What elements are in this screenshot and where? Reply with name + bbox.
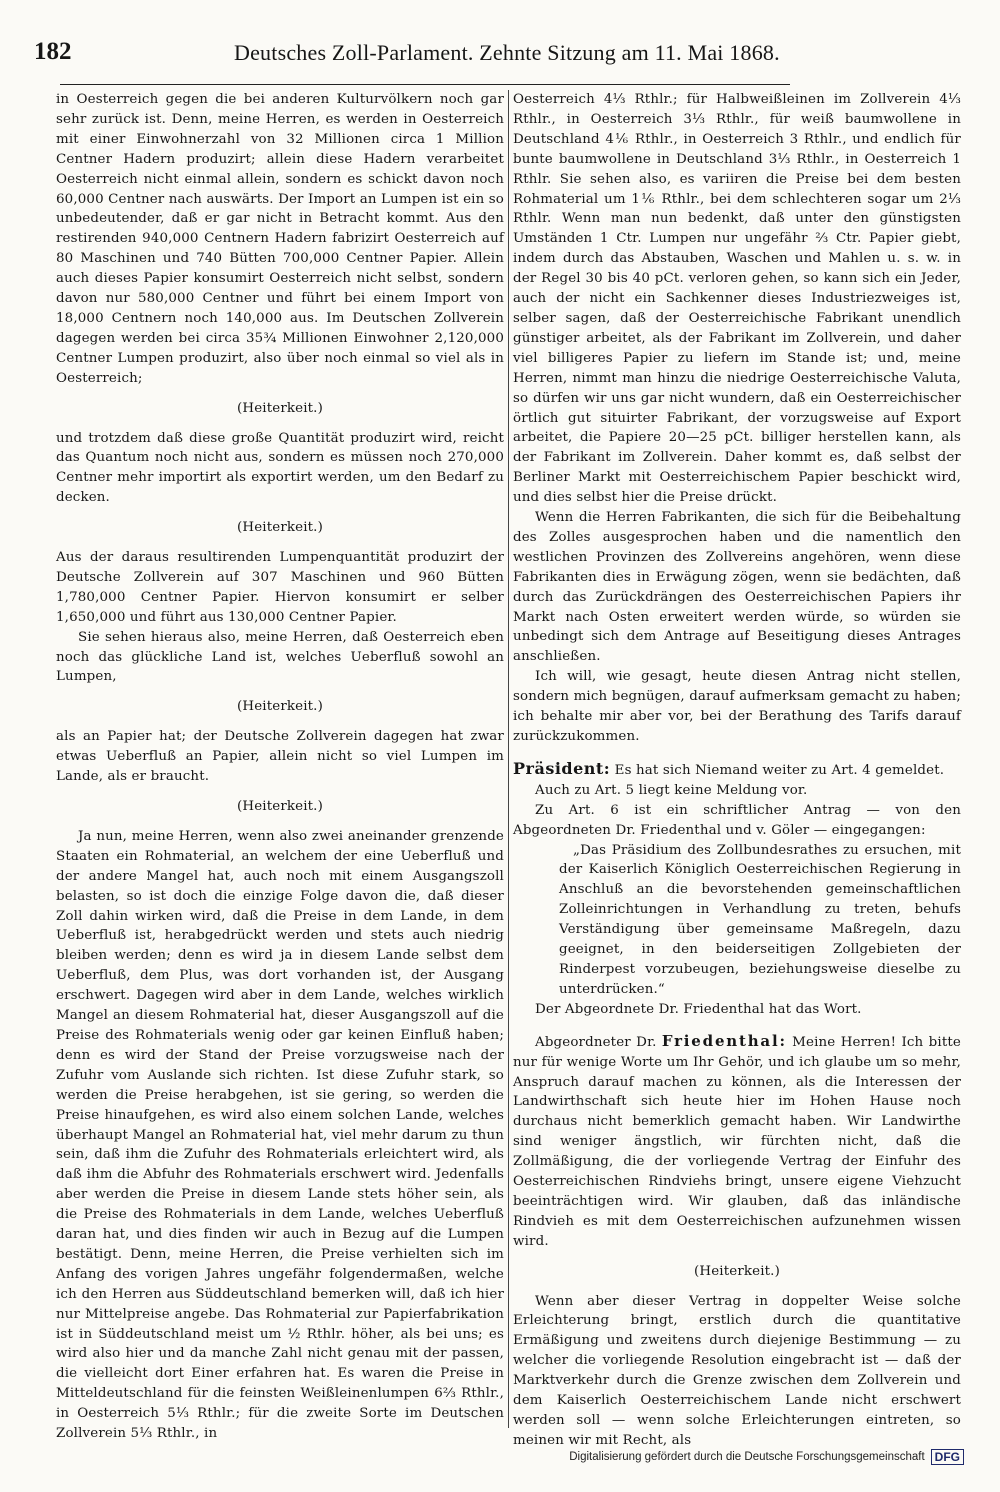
paragraph: Der Abgeordnete Dr. Friedenthal hat das Wort. <box>535 1001 862 1017</box>
footer-credit <box>569 1446 964 1468</box>
paragraph: Sie sehen hieraus also, meine Herren, daß Oesterreich eben noch das glückliche Land ist, welches Ueberfluß sowohl an Lumpen, <box>56 629 504 685</box>
laughter-note: (Heiterkeit.) <box>237 799 323 814</box>
paragraph: als an Papier hat; der Deutsche Zollverein dagegen hat zwar etwas Ueberfluß an Papier, allein nicht so viel Lumpen im Lande, als er braucht. <box>56 729 504 785</box>
right-column <box>513 90 961 1451</box>
motion-quote: „Das Präsidium des Zollbundesrathes zu ersuchen, mit der Kaiserlich Königlich Oesterreichischen Regierung in Anschluß an die bevorstehenden gemeinschaftlichen Zolleinrichtungen in Verhandlung zu treten, behufs Verständigung über gemeinsame Maßregeln, dazu geeignet, in den beiderseitigen Zollgebieten der Rinderpest vorzubeugen, beziehungsweise dieselbe zu unterdrücken.“ <box>559 842 961 997</box>
paragraph: Wenn die Herren Fabrikanten, die sich für die Beibehaltung des Zolles ausgesprochen haben und die namentlich den westlichen Provinzen des Zollvereins angehören, wenn diese Fabrikanten dies in Erwägung zögen, wenn sie bedächten, daß durch das Zurückdrängen des Oesterreichischen Papiers ihr Markt nach Osten erweitert werden würde, so würden sie unbedingt sich dem Antrage auf Beseitigung dieses Antrages anschließen. <box>513 510 961 665</box>
paragraph: und trotzdem daß diese große Quantität produzirt wird, reicht das Quantum noch nicht aus, sondern es müssen noch 270,000 Centner mehr importirt als exportirt werden, um den Bedarf zu decken. <box>56 430 504 506</box>
speaker-paragraph <box>513 759 961 781</box>
speaker-text: Es hat sich Niemand weiter zu Art. 4 gemeldet. <box>614 762 945 778</box>
footer-credit-text: Digitalisierung gefördert durch die Deutsche Forschungsgemeinschaft <box>569 1451 925 1463</box>
running-head: Deutsches Zoll-Parlament. Zehnte Sitzung am 11. Mai 1868. <box>234 40 780 65</box>
laughter-note: (Heiterkeit.) <box>237 699 323 715</box>
speaker-title: Abgeordneter Dr. <box>535 1034 657 1050</box>
laughter-note: (Heiterkeit.) <box>237 520 323 536</box>
speaker-paragraph <box>513 1032 961 1252</box>
paragraph: Auch zu Art. 5 liegt keine Meldung vor. <box>535 782 808 798</box>
speaker-friedenthal: Friedenthal: <box>661 1031 787 1050</box>
header-rule <box>60 84 790 85</box>
paragraph: Wenn aber dieser Vertrag in doppelter Weise solche Erleichterung bringt, erstlich durch die quantitative Ermäßigung und zweitens durch diejenige Bestimmung — zu welcher die vorliegende Resolution eingebracht ist — daß der Marktverkehr durch die Grenze zwischen dem Zollverein und dem Kaiserlich Oesterreichischem Lande nicht erschwert werden soll — wenn solche Erleichterungen eintreten, so meinen wir mit Recht, als <box>513 1293 961 1448</box>
speaker-president: Präsident: <box>513 758 611 778</box>
laughter-note: (Heiterkeit.) <box>694 1263 780 1279</box>
laughter-note: (Heiterkeit.) <box>237 400 323 416</box>
paragraph: Ja nun, meine Herren, wenn also zwei aneinander grenzende Staaten ein Rohmaterial, an welchem der eine Ueberfluß und der andere Mangel hat, auch noch mit einem Ausgangszoll belasten, so ist doch die einzige Folge davon die, daß dieser Zoll dahin wirken wird, daß die Preise in dem Lande, in dem Ueberfluß ist, herabgedrückt werden und stets auch niedrig bleiben werden; denn es wird ja in diesem Lande selbst dem Ueberfluß, dem Plus, was dort vorhanden ist, der Ausgang erschwert. Dagegen wird aber in dem Lande, welches wirklich Mangel an diesem Rohmaterial hat, dieser Ausgangszoll auf die Preise des Rohmaterials wenig oder gar keinen Einfluß haben; denn es wird der Stand der Preise vorzugsweise nach der Zufuhr vom Auslande sich richten. Ist diese Zufuhr stark, so werden die Preise herabgehen, ist sie gering, so werden die Preise hinaufgehen, es wird also einem solchen Lande, welches überhaupt Mangel an Rohmaterial hat, viel mehr darum zu thun sein, daß ihm die Zufuhr des Rohmaterials erleichtert wird, als daß ihm die Abfuhr des Rohmaterials erschwert wird. Jedenfalls aber werden die Preise in diesem Lande stets höher sein, als die Preise des Rohmaterials in dem Lande, welches Ueberfluß daran hat, und dies finden wir auch in Bezug auf die Lumpen bestätigt. Denn, meine Herren, die Preise verhielten sich im Anfang des vorigen Jahres ungefähr folgendermaßen, welche ich den Herren aus Süddeutschland bemerken will, daß ich hier nur Mittelpreise angebe. Das Rohmaterial zur Papierfabrikation ist in Süddeutschland meist um ½ Rthlr. höher, als bei uns; es wird also hier und da manche Zahl nicht genau mit der passen, die vielleicht dort Einer erfahren hat. Es waren die Preise in Mitteldeutschland für die feinsten Weißleinenlumpen 6⅔ Rthlr., in Oesterreich 5⅓ Rthlr.; für die zweite Sorte im Deutschen Zollverein 5⅓ Rthlr., in <box>56 828 504 1442</box>
paragraph: Ich will, wie gesagt, heute diesen Antrag nicht stellen, sondern mich begnügen, darauf aufmerksam gemacht zu haben; ich behalte mir aber vor, bei der Berathung des Tarifs darauf zurückzukommen. <box>513 669 961 744</box>
dfg-logo: DFG <box>931 1449 964 1465</box>
left-column <box>56 90 504 1444</box>
paragraph: Oesterreich 4⅓ Rthlr.; für Halbweißleinen im Zollverein 4⅓ Rthlr., in Oesterreich 3⅓ Rthlr., für weiß baumwollene in Deutschland 4⅙ Rthlr., in Oesterreich 3 Rthlr., und endlich für bunte baumwollene in Deutschland 3⅓ Rthlr., in Oesterreich 1 Rthlr. Sie sehen also, es variiren die Preise bei dem besten Rohmaterial um 1⅙ Rthlr., bei dem schlechteren sogar um 2⅓ Rthlr. Wenn man nun bedenkt, daß unter den günstigsten Umständen 1 Ctr. Lumpen nur ungefähr ⅔ Ctr. Papier giebt, indem durch das Abstauben, Waschen und Mahlen u. s. w. in der Regel 30 bis 40 pCt. verloren gehen, so kann sich ein Jeder, auch der nicht ein Sachkenner dieses Industriezweiges ist, selber sagen, daß der Oesterreichische Fabrikant unendlich günstiger arbeitet, als der Fabrikant im Zollverein, und daher viel billigeres Papier zu liefern im Stande ist; und, meine Herren, nimmt man hinzu die niedrige Oesterreichische Valuta, so dürfen wir uns gar nicht wundern, daß ein Oesterreichischer örtlich gut situirter Fabrikant, der vorzugsweise auf Export arbeitet, die Papiere 20—25 pCt. billiger herstellen kann, als der Fabrikant im Zollverein. Daher kommt es, daß selbst der Berliner Markt mit Oesterreichischem Papier beschickt wird, und dies selbst hier die Preise drückt. <box>513 92 961 506</box>
speaker-text: Meine Herren! Ich bitte nur für wenige Worte um Ihr Gehör, und ich glaube um so mehr, Anspruch darauf machen zu können, als die Interessen der Landwirthschaft sich heute hier im Hohen Hause noch durchaus nicht bemerklich gemacht haben. Wir Landwirthe sind weniger ängstlich, wir fürchten nicht, daß die Zollmäßigung, die der vorliegende Vertrag der Einfuhr des Oesterreichischen Rindviehs bringt, unsere eigene Viehzucht beeinträchtigen wird. Wir glauben, daß das inländische Rindvieh es mit dem Oesterreichischen aufzunehmen wissen wird. <box>513 1034 961 1249</box>
page-header <box>34 38 794 78</box>
column-divider <box>508 90 509 1428</box>
page-number: 182 <box>34 38 72 65</box>
paragraph: in Oesterreich gegen die bei anderen Kulturvölkern noch gar sehr zurück ist. Denn, meine Herren, es werden in Oesterreich mit einer Einwohnerzahl von 32 Millionen circa 1 Million Centner Hadern produzirt; allein diese Hadern verarbeitet Oesterreich nicht einmal allein, sondern es schickt davon noch 60,000 Centner nach auswärts. Der Import an Lumpen ist ein so unbedeutender, daß er gar nicht in Betracht kommt. Aus den restirenden 940,000 Centnern Hadern fabrizirt Oesterreich auf 80 Maschinen und 740 Bütten 700,000 Centner Papier. Allein auch dieses Papier konsumirt Oesterreich nicht selbst, sondern davon nur 580,000 Centner und führt bei einem Import von 18,000 Centnern noch 140,000 aus. Im Deutschen Zollverein dagegen werden bei circa 35¾ Millionen Einwohner 2,120,000 Centner Lumpen produzirt, also über noch einmal so viel als in Oesterreich; <box>56 92 504 386</box>
paragraph: Zu Art. 6 ist ein schriftlicher Antrag — von den Abgeordneten Dr. Friedenthal und v. Göler — eingegangen: <box>513 802 961 838</box>
paragraph: Aus der daraus resultirenden Lumpenquantität produzirt der Deutsche Zollverein auf 307 Maschinen und 960 Bütten 1,780,000 Centner Papier. Hiervon konsumirt er selber 1,650,000 und führt aus 130,000 Centner Papier. <box>56 550 504 625</box>
